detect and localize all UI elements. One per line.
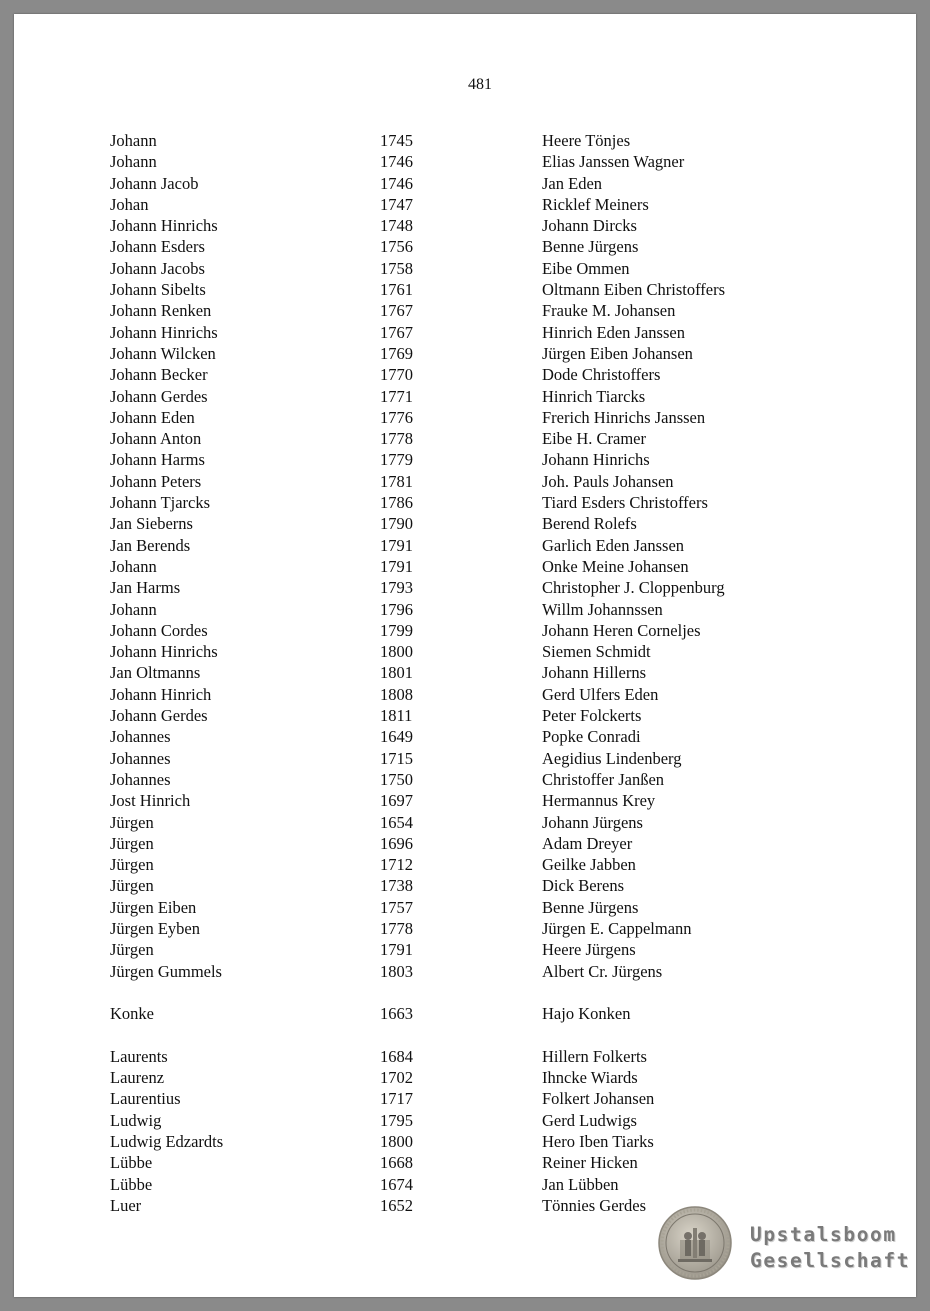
register-year: 1746 (380, 152, 413, 172)
register-person: Hinrich Tiarcks (542, 386, 646, 406)
register-name: Jürgen (110, 876, 154, 896)
register-name: Lübbe (110, 1153, 153, 1173)
register-row (14, 1088, 916, 1109)
register-year: 1684 (380, 1046, 413, 1066)
register-year: 1801 (380, 663, 413, 683)
register-name: Johann Becker (110, 365, 208, 385)
register-person: Christoffer Janßen (542, 769, 665, 789)
register-name: Ludwig (110, 1110, 162, 1130)
register-row (14, 130, 916, 151)
register-year: 1796 (380, 599, 413, 619)
register-year: 1747 (380, 194, 413, 214)
register-person: Hillern Folkerts (542, 1046, 647, 1066)
register-person: Benne Jürgens (542, 237, 639, 257)
register-year: 1778 (380, 429, 413, 449)
register-row (14, 1046, 916, 1067)
register-year: 1702 (380, 1068, 413, 1088)
register-row (14, 833, 916, 854)
register-row (14, 705, 916, 726)
register-name: Lübbe (110, 1174, 153, 1194)
society-seal-icon (658, 1206, 732, 1280)
register-person: Berend Rolefs (542, 514, 637, 534)
register-row (14, 641, 916, 662)
register-row (14, 364, 916, 385)
register-row (14, 236, 916, 257)
register-row (14, 556, 916, 577)
register-row (14, 471, 916, 492)
register-person: Hermannus Krey (542, 791, 656, 811)
register-name: Johann Peters (110, 471, 202, 491)
register-person: Jan Eden (542, 173, 603, 193)
register-name: Johann Gerdes (110, 386, 208, 406)
register-person: Jan Lübben (542, 1174, 619, 1194)
register-name: Luer (110, 1195, 142, 1215)
register-year: 1715 (380, 748, 413, 768)
register-name: Johann Hinrichs (110, 216, 218, 236)
society-watermark (750, 1222, 910, 1274)
register-person: Tiard Esders Christoffers (542, 493, 708, 513)
register-person: Eibe Ommen (542, 258, 630, 278)
register-name: Johann (110, 131, 157, 150)
register-year: 1791 (380, 940, 413, 960)
register-row (14, 620, 916, 641)
register-row (14, 726, 916, 747)
register-name: Jan Oltmanns (110, 663, 201, 683)
register-name: Jürgen Eyben (110, 918, 200, 938)
register-person: Garlich Eden Janssen (542, 535, 685, 555)
register-year: 1717 (380, 1089, 413, 1109)
register-name: Johannes (110, 769, 171, 789)
register-person: Peter Folckerts (542, 706, 642, 726)
register-name: Laurentius (110, 1089, 181, 1109)
register-year: 1767 (380, 301, 413, 321)
register-year: 1793 (380, 578, 413, 598)
register-year: 1781 (380, 471, 413, 491)
register-year: 1769 (380, 343, 413, 363)
register-name: Jürgen Gummels (110, 961, 222, 981)
register-person: Jürgen E. Cappelmann (542, 918, 692, 938)
register-name: Johann (110, 152, 157, 172)
register-person: Jürgen Eiben Johansen (542, 343, 693, 363)
register-person: Hinrich Eden Janssen (542, 322, 685, 342)
register-row (14, 961, 916, 982)
watermark-line-1: Upstalsboom (750, 1223, 897, 1246)
register-row (14, 173, 916, 194)
register-person: Gerd Ludwigs (542, 1110, 637, 1130)
register-person: Christopher J. Cloppenburg (542, 578, 725, 598)
register-row (14, 790, 916, 811)
page-number: 481 (468, 76, 492, 93)
register-person: Elias Janssen Wagner (542, 152, 685, 172)
register-row (14, 1195, 916, 1216)
register-row (14, 897, 916, 918)
register-year: 1803 (380, 961, 413, 981)
register-person: Frauke M. Johansen (542, 301, 676, 321)
register-year: 1770 (380, 365, 413, 385)
register-person: Willm Johannssen (542, 599, 663, 619)
register-row (14, 407, 916, 428)
register-year: 1654 (380, 812, 413, 832)
register-name: Jürgen (110, 812, 154, 832)
register-person: Tönnies Gerdes (542, 1195, 647, 1215)
register-person: Siemen Schmidt (542, 642, 651, 662)
register-year: 1745 (380, 131, 413, 150)
register-year: 1696 (380, 833, 413, 853)
register-row (14, 343, 916, 364)
register-year: 1800 (380, 642, 413, 662)
register-year: 1756 (380, 237, 413, 257)
register-row (14, 322, 916, 343)
register-row (14, 1131, 916, 1152)
register-row (14, 939, 916, 960)
register-year: 1799 (380, 620, 413, 640)
register-row (14, 1152, 916, 1173)
register-row (14, 535, 916, 556)
register-row (14, 577, 916, 598)
register-person: Reiner Hicken (542, 1153, 638, 1173)
register-person: Ihncke Wiards (542, 1068, 638, 1088)
register-row (14, 769, 916, 790)
register-year: 1652 (380, 1195, 413, 1215)
register-year: 1649 (380, 727, 413, 747)
register-row (14, 386, 916, 407)
register-year: 1738 (380, 876, 413, 896)
register-person: Johann Dircks (542, 216, 637, 236)
register-year: 1800 (380, 1131, 413, 1151)
register-person: Albert Cr. Jürgens (542, 961, 663, 981)
register-name: Johann Harms (110, 450, 205, 470)
register-row (14, 492, 916, 513)
name-register (14, 130, 916, 1216)
register-person: Onke Meine Johansen (542, 556, 689, 576)
register-person: Hajo Konken (542, 1004, 631, 1024)
register-row (14, 748, 916, 769)
register-year: 1748 (380, 216, 413, 236)
register-name: Jost Hinrich (110, 791, 191, 811)
register-name: Johann Gerdes (110, 706, 208, 726)
register-name: Laurents (110, 1046, 168, 1066)
register-person: Johann Hillerns (542, 663, 647, 683)
register-row (14, 918, 916, 939)
register-name: Ludwig Edzardts (110, 1131, 224, 1151)
register-year: 1795 (380, 1110, 413, 1130)
register-year: 1697 (380, 791, 413, 811)
register-name: Johann Cordes (110, 620, 208, 640)
register-year: 1712 (380, 855, 413, 875)
register-name: Jan Harms (110, 578, 181, 598)
register-year: 1668 (380, 1153, 413, 1173)
register-person: Heere Tönjes (542, 131, 631, 150)
register-name: Johann Tjarcks (110, 493, 211, 513)
register-row (14, 258, 916, 279)
register-person: Folkert Johansen (542, 1089, 655, 1109)
register-name: Jürgen (110, 855, 154, 875)
register-name: Johann Esders (110, 237, 205, 257)
register-year: 1767 (380, 322, 413, 342)
register-row (14, 662, 916, 683)
register-row (14, 300, 916, 321)
register-row (14, 194, 916, 215)
register-row (14, 812, 916, 833)
register-name: Jan Berends (110, 535, 191, 555)
register-name: Johann Hinrich (110, 684, 212, 704)
register-year: 1791 (380, 535, 413, 555)
register-name: Johannes (110, 727, 171, 747)
register-name: Johan (110, 194, 149, 214)
register-name: Johann Wilcken (110, 343, 216, 363)
register-name: Jan Sieberns (110, 514, 193, 534)
register-person: Ricklef Meiners (542, 194, 649, 214)
register-name: Johannes (110, 748, 171, 768)
register-row (14, 279, 916, 300)
register-person: Dode Christoffers (542, 365, 661, 385)
register-name: Johann (110, 556, 157, 576)
register-name: Johann Jacobs (110, 258, 205, 278)
register-person: Popke Conradi (542, 727, 641, 747)
register-year: 1791 (380, 556, 413, 576)
register-year: 1750 (380, 769, 413, 789)
register-row (14, 1067, 916, 1088)
register-year: 1790 (380, 514, 413, 534)
register-year: 1761 (380, 280, 413, 300)
register-year: 1808 (380, 684, 413, 704)
register-person: Johann Heren Corneljes (542, 620, 701, 640)
register-person: Hero Iben Tiarks (542, 1131, 654, 1151)
register-year: 1779 (380, 450, 413, 470)
register-year: 1811 (380, 706, 413, 726)
register-person: Adam Dreyer (542, 833, 633, 853)
register-person: Gerd Ulfers Eden (542, 684, 659, 704)
register-row (14, 1003, 916, 1024)
register-name: Johann Renken (110, 301, 212, 321)
register-name: Jürgen Eiben (110, 897, 197, 917)
register-year: 1786 (380, 493, 413, 513)
register-row (14, 684, 916, 705)
register-person: Johann Jürgens (542, 812, 643, 832)
register-row (14, 1174, 916, 1195)
register-person: Dick Berens (542, 876, 625, 896)
register-person: Frerich Hinrichs Janssen (542, 407, 706, 427)
register-name: Laurenz (110, 1068, 165, 1088)
register-year: 1663 (380, 1004, 413, 1024)
register-person: Heere Jürgens (542, 940, 636, 960)
register-name: Johann Sibelts (110, 280, 206, 300)
register-name: Johann Hinrichs (110, 322, 218, 342)
register-person: Benne Jürgens (542, 897, 639, 917)
register-person: Geilke Jabben (542, 855, 636, 875)
register-person: Eibe H. Cramer (542, 429, 647, 449)
register-name: Jürgen (110, 833, 154, 853)
register-name: Johann Jacob (110, 173, 199, 193)
register-year: 1746 (380, 173, 413, 193)
register-year: 1778 (380, 918, 413, 938)
register-name: Johann Eden (110, 407, 195, 427)
register-name: Johann (110, 599, 157, 619)
register-row (14, 854, 916, 875)
register-year: 1776 (380, 407, 413, 427)
register-year: 1771 (380, 386, 413, 406)
register-row (14, 449, 916, 470)
register-row (14, 215, 916, 236)
register-person: Aegidius Lindenberg (542, 748, 682, 768)
watermark-line-2: Gesellschaft (750, 1249, 911, 1272)
document-page (14, 14, 916, 1297)
register-person: Oltmann Eiben Christoffers (542, 280, 725, 300)
register-year: 1674 (380, 1174, 413, 1194)
register-row (14, 1110, 916, 1131)
register-row (14, 875, 916, 896)
register-year: 1757 (380, 897, 413, 917)
register-person: Johann Hinrichs (542, 450, 650, 470)
register-row (14, 428, 916, 449)
register-row (14, 513, 916, 534)
register-year: 1758 (380, 258, 413, 278)
register-name: Jürgen (110, 940, 154, 960)
register-name: Johann Anton (110, 429, 202, 449)
register-name: Konke (110, 1004, 154, 1024)
register-person: Joh. Pauls Johansen (542, 471, 674, 491)
register-name: Johann Hinrichs (110, 642, 218, 662)
register-row (14, 599, 916, 620)
register-row (14, 151, 916, 172)
